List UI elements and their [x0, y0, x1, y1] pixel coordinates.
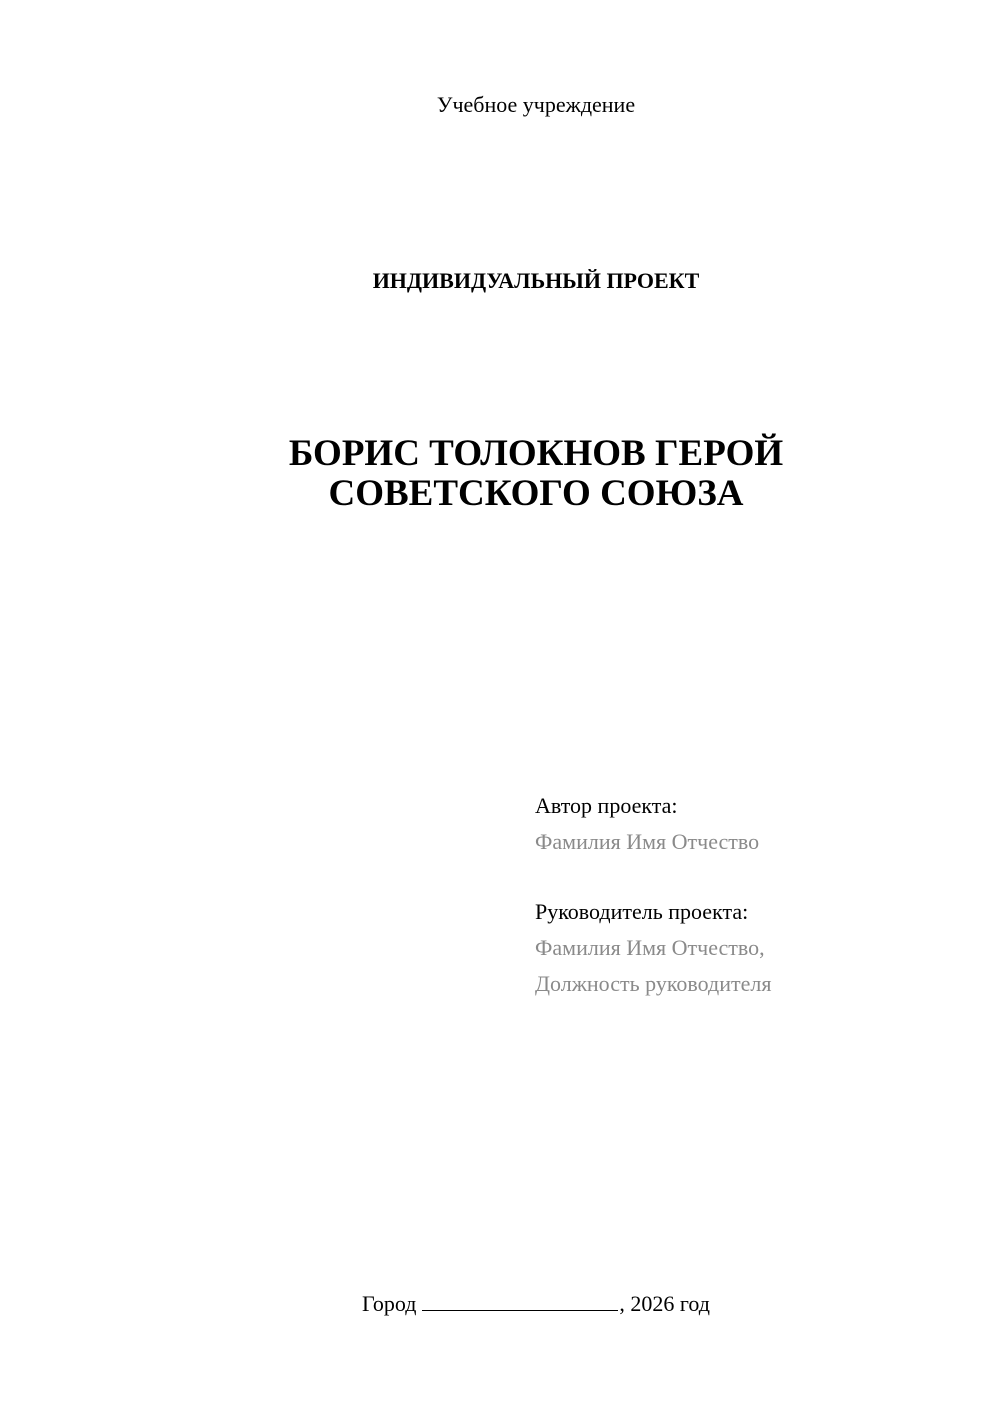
project-title-line-2: СОВЕТСКОГО СОЮЗА	[328, 473, 744, 514]
author-label: Автор проекта:	[535, 793, 678, 818]
project-title-line-1: БОРИС ТОЛОКНОВ ГЕРОЙ	[288, 433, 784, 474]
year-text: , 2026 год	[619, 1291, 710, 1316]
city-blank-underline	[422, 1290, 618, 1311]
project-credits	[535, 788, 771, 1002]
document-type-heading: ИНДИВИДУАЛЬНЫЙ ПРОЕКТ	[372, 268, 700, 293]
credits-spacer	[535, 860, 771, 894]
author-name-placeholder: Фамилия Имя Отчество	[535, 829, 760, 854]
supervisor-position-placeholder: Должность руководителя	[535, 971, 772, 996]
supervisor-name-placeholder: Фамилия Имя Отчество,	[535, 935, 765, 960]
supervisor-label: Руководитель проекта:	[535, 899, 749, 924]
city-label: Город	[362, 1291, 417, 1316]
city-year-line	[0, 1290, 1000, 1317]
project-title	[0, 434, 1000, 514]
institution-name: Учебное учреждение	[436, 92, 636, 117]
